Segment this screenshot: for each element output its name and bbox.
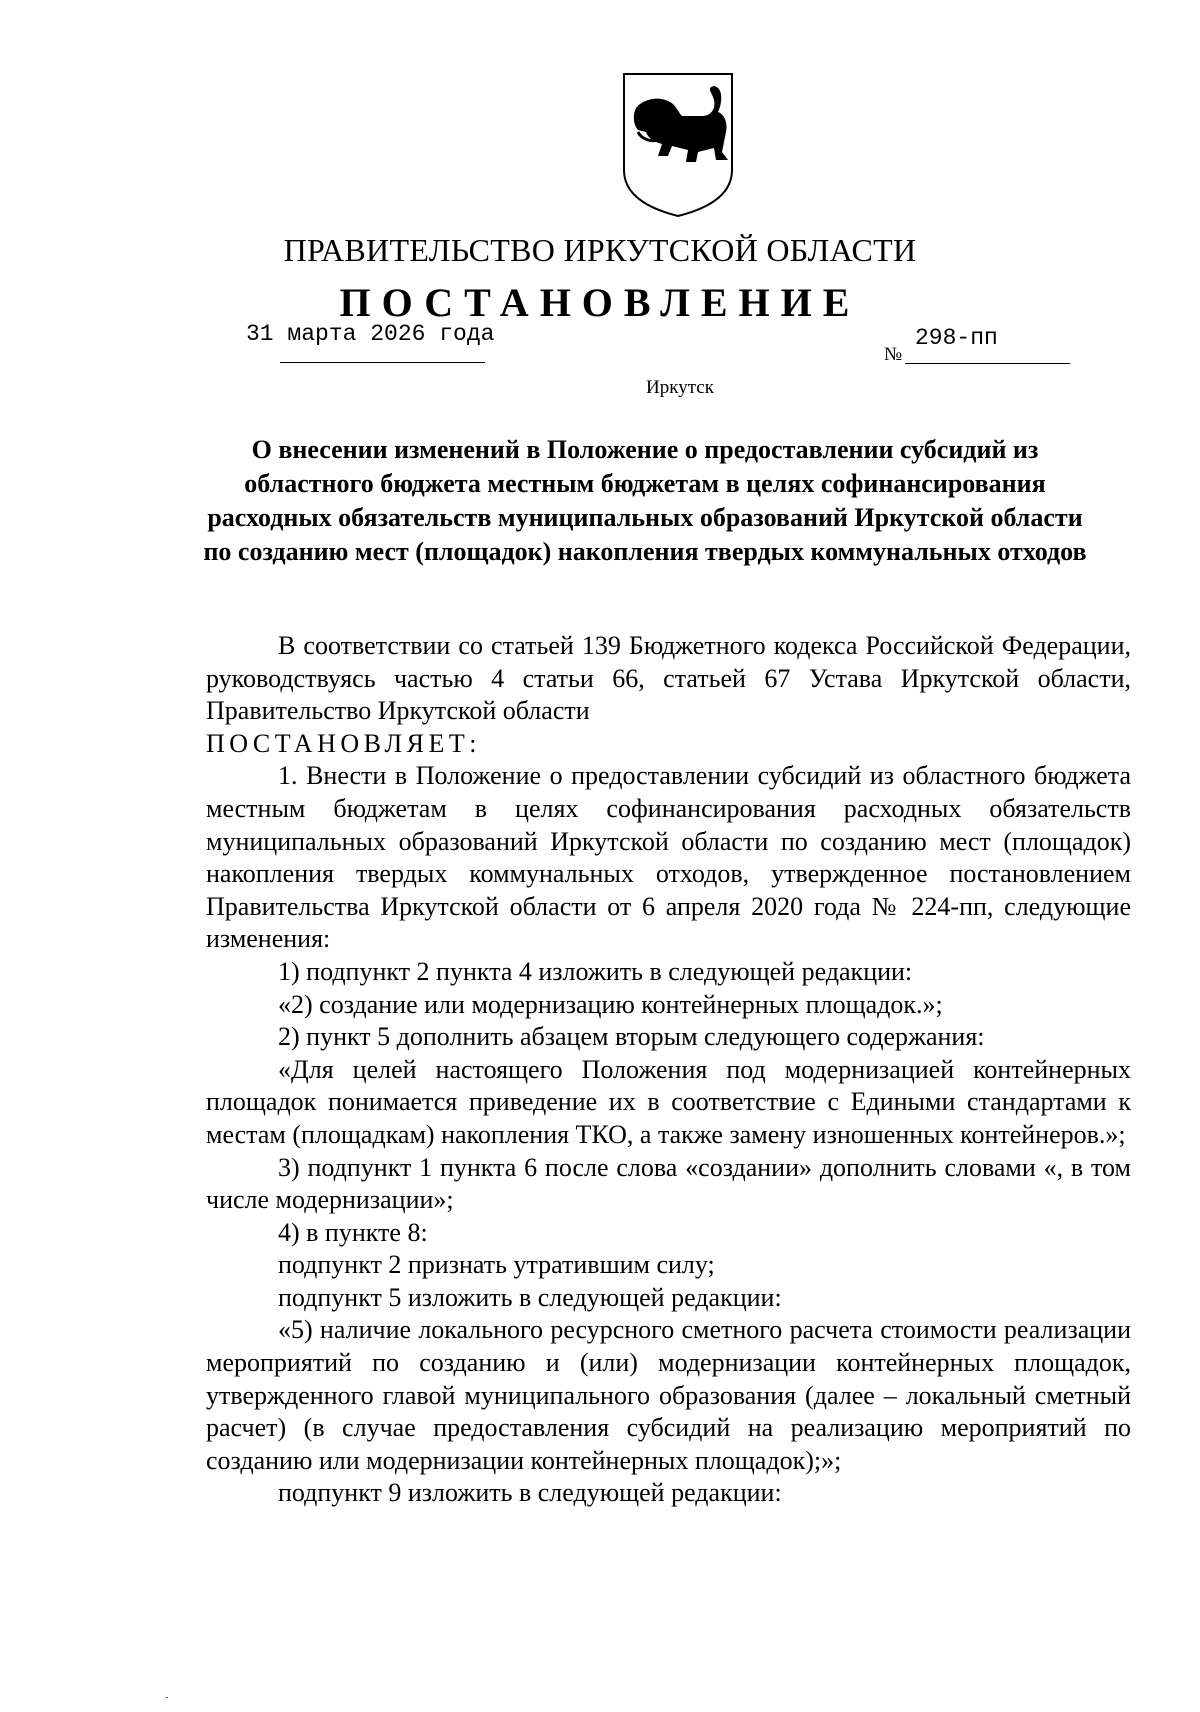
margin-mark: -: [165, 1692, 169, 1703]
document-number: 298-пп: [915, 325, 998, 351]
paragraph-8: подпункт 2 признать утратившим силу;: [278, 1250, 715, 1280]
document-title: О внесении изменений в Положение о предоставлении субсидий из областного бюджета местным бюджетам в целях софинансирования расходных обязательств муниципальных образований Иркутской области по созданию мест (площадок) накопления твердых коммунальных отходов: [203, 435, 1087, 566]
resolves-heading: ПОСТАНОВЛЯЕТ:: [206, 728, 481, 758]
paragraph-2: 1) подпункт 2 пункта 4 изложить в следующей редакции:: [278, 956, 913, 986]
paragraph-10: «5) наличие локального ресурсного сметного расчета стоимости реализации мероприятий по созданию и (или) модернизации контейнерных площадок, утвержденного главой муниципального образования (далее – локальный сметный расчет) (в случае предоставления субсидий на реализацию мероприятий по созданию или модернизации контейнерных площадок);»;: [206, 1315, 1131, 1475]
paragraph-6: 3) подпункт 1 пункта 6 после слова «создании» дополнить словами «, в том числе модернизации»;: [206, 1152, 1131, 1215]
document-date: 31 марта 2026 года: [246, 321, 495, 347]
paragraph-4: 2) пункт 5 дополнить абзацем вторым следующего содержания:: [278, 1022, 985, 1052]
document-type: ПОСТАНОВЛЕНИЕ: [339, 280, 861, 325]
number-sign: №: [884, 344, 903, 365]
document-body: [206, 630, 1131, 1510]
preamble-paragraph: В соответствии со статьей 139 Бюджетного кодекса Российской Федерации, руководствуясь частью 4 статьи 66, статьей 67 Устава Иркутской области, Правительство Иркутской области: [206, 631, 1131, 726]
date-underline: [280, 362, 485, 363]
number-underline: [905, 363, 1070, 364]
paragraph-11: подпункт 9 изложить в следующей редакции:: [278, 1478, 782, 1508]
paragraph-7: 4) в пункте 8:: [278, 1217, 428, 1247]
city-name: Иркутск: [646, 377, 714, 398]
paragraph-3: «2) создание или модернизацию контейнерных площадок.»;: [278, 989, 943, 1019]
paragraph-9: подпункт 5 изложить в следующей редакции:: [278, 1282, 782, 1312]
paragraph-1: 1. Внести в Положение о предоставлении субсидий из областного бюджета местным бюджетам в целях софинансирования расходных обязательств муниципальных образований Иркутской области по созданию мест (площадок) накопления твердых коммунальных отходов, утвержденное постановлением Правительства Иркутской области от 6 апреля 2020 года № 224-пп, следующие изменения:: [206, 761, 1131, 954]
coat-of-arms-icon: [618, 70, 738, 218]
org-name: ПРАВИТЕЛЬСТВО ИРКУТСКОЙ ОБЛАСТИ: [283, 232, 917, 268]
paragraph-5: «Для целей настоящего Положения под модернизацией контейнерных площадок понимается приведение их в соответствие с Едиными стандартами к местам (площадкам) накопления ТКО, а также замену изношенных контейнеров.»;: [206, 1054, 1131, 1149]
